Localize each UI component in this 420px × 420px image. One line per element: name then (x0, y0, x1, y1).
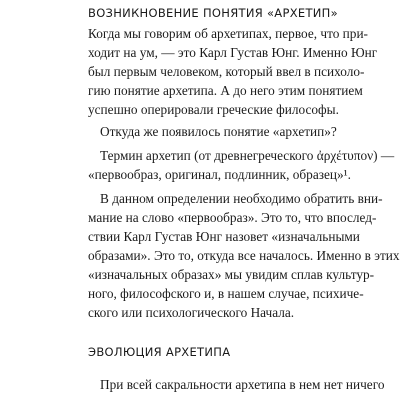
text-line: При всей сакральности архетипа в нем нет ничего (100, 377, 385, 392)
section-heading-origin: ВОЗНИКНОВЕНИЕ ПОНЯТИЯ «АРХЕТИП» (88, 6, 338, 20)
text-line: был первым человеком, который ввел в психоло- (88, 64, 365, 79)
text-line: ского или психологического Начала. (88, 305, 295, 320)
text-line: Когда мы говорим об архетипах, первое, что при- (88, 26, 368, 41)
text-line: ходит на ум, — это Карл Густав Юнг. Именно Юнг (88, 45, 378, 60)
text-line: Термин архетип (от древнегреческого ἀρχέτυπον) — (100, 148, 395, 163)
text-line: «первообраз, оригинал, подлинник, образец»¹. (88, 167, 351, 182)
text-line: успешно оперировали греческие философы. (88, 102, 339, 117)
text-line: мание на слово «первообраз». Это то, что впослед- (88, 210, 377, 225)
text-line: В данном определении необходимо обратить вни- (100, 191, 383, 206)
text-line: гию понятие архетипа. А до него этим понятием (88, 83, 363, 98)
text-line: Откуда же появилось понятие «архетип»? (100, 124, 337, 139)
text-line: образами». Это то, откуда все началось. Именно в этих (88, 248, 400, 263)
text-line: ного, философского и, в нашем случае, психиче- (88, 286, 364, 301)
text-line: «изначальных образах» мы увидим сплав культур- (88, 267, 375, 282)
section-heading-evolution: ЭВОЛЮЦИЯ АРХЕТИПА (88, 345, 231, 359)
text-line: ствии Карл Густав Юнг назовет «изначальными (88, 229, 360, 244)
